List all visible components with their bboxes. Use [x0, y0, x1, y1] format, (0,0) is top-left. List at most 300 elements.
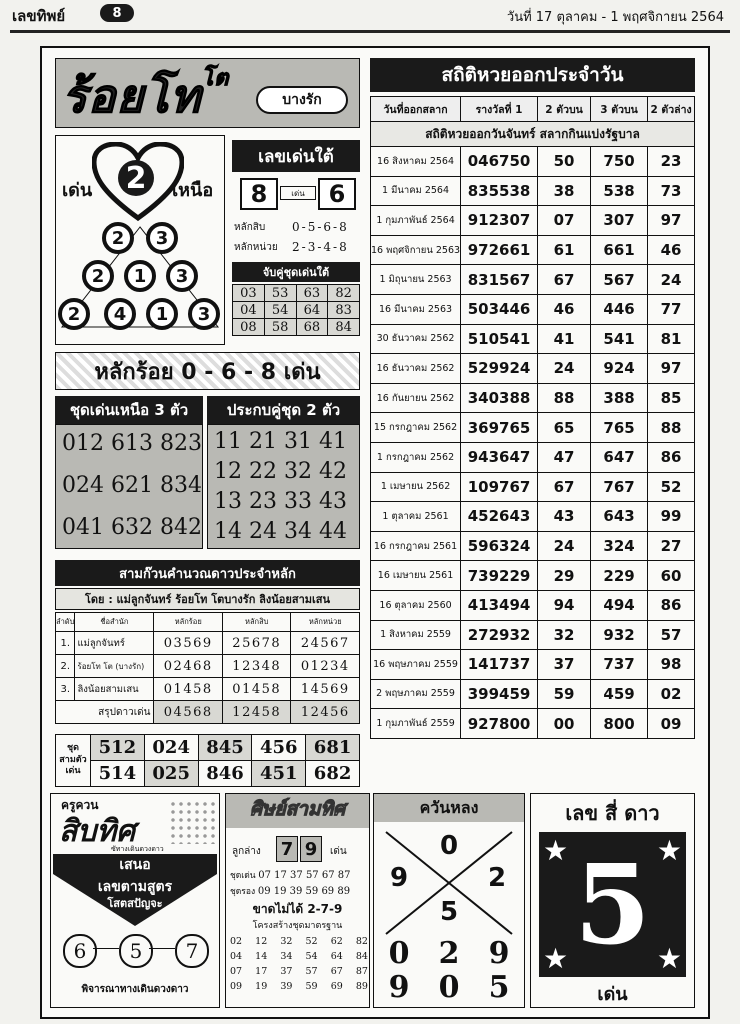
two-top: 67: [538, 472, 591, 502]
pair-cell: 04: [233, 302, 265, 319]
first-prize: 109767: [461, 472, 538, 502]
two-bottom: 77: [648, 294, 695, 324]
sets-label-line: สามตัว: [59, 754, 87, 765]
stats-row: [371, 294, 695, 324]
calc-row: [56, 678, 360, 701]
box2-grid-cell: 54: [305, 951, 318, 962]
first-prize: 399459: [461, 679, 538, 709]
magazine-name: เลขทิพย์: [12, 7, 66, 25]
star-icon: ★: [543, 834, 569, 867]
stats-header: 2 ตัวล่าง: [648, 97, 695, 122]
set3-num: 842: [160, 515, 202, 540]
calc-table: [55, 612, 360, 724]
three-top: 567: [591, 265, 648, 295]
stats-row: [371, 502, 695, 532]
box1-num: 7: [175, 934, 209, 968]
set3-num: 024: [62, 473, 104, 498]
stats-title: สถิติหวยออกประจำวัน: [370, 58, 695, 92]
stats-row: [371, 235, 695, 265]
set3-row: [62, 431, 202, 456]
first-prize: 912307: [461, 206, 538, 236]
calc-row: [56, 655, 360, 678]
lek-den-b: 6: [318, 178, 356, 210]
lek-den-units-row: [234, 240, 360, 255]
box2-grid-cell: 04: [230, 951, 243, 962]
set3-num: 613: [111, 431, 153, 456]
box-kwanlong: [373, 793, 525, 1008]
pair-cell: 08: [233, 319, 265, 336]
set-num: 025: [144, 761, 198, 787]
calc-header: หลักร้อย: [154, 613, 223, 632]
first-prize: 272932: [461, 620, 538, 650]
draw-date: 1 กรกฎาคม 2562: [371, 442, 461, 472]
set-num: 845: [198, 735, 252, 761]
stats-row: [371, 531, 695, 561]
set3-row: [62, 473, 202, 498]
box2-grid-cell: 32: [280, 936, 293, 947]
set2-row: [214, 519, 347, 544]
set3-title: ชุดเด่นเหนือ 3 ตัว: [55, 396, 203, 424]
first-prize: 413494: [461, 590, 538, 620]
stats-row: [371, 620, 695, 650]
calc-digits: 01234: [291, 655, 360, 678]
first-prize: 529924: [461, 354, 538, 384]
lek-den-mid: เด่น: [280, 186, 316, 200]
first-prize: 046750: [461, 147, 538, 177]
set-num: 681: [306, 735, 360, 761]
pair-cell: 03: [233, 285, 265, 302]
two-bottom: 60: [648, 561, 695, 591]
hundreds-banner: หลักร้อย 0 - 6 - 8 เด่น: [55, 352, 360, 390]
set3-num: 823: [160, 431, 202, 456]
units-label: หลักหน่วย: [234, 242, 278, 253]
calc-digits: 01458: [154, 678, 223, 701]
set2-num: 31: [284, 429, 312, 454]
ball: 3: [146, 222, 178, 254]
calc-summary-digits: 12458: [222, 701, 291, 724]
set2-num: 22: [249, 459, 277, 484]
stats-row: [371, 413, 695, 443]
set2-num: 12: [214, 459, 242, 484]
calc-index: 1.: [56, 632, 75, 655]
two-top: 65: [538, 413, 591, 443]
two-top: 29: [538, 561, 591, 591]
box2-grid-cell: 87: [355, 966, 368, 977]
box3-left: 9: [389, 863, 409, 893]
box3-digit: 0: [388, 936, 410, 971]
box1-num: 5: [119, 934, 153, 968]
ball: 2: [102, 222, 134, 254]
two-bottom: 86: [648, 442, 695, 472]
two-top: 07: [538, 206, 591, 236]
calc-school: ร้อยโท โต (บางรัก): [75, 655, 154, 678]
set2-num: 23: [249, 489, 277, 514]
two-top: 67: [538, 265, 591, 295]
pair-cell: 84: [328, 319, 360, 336]
stats-header: 3 ตัวบน: [591, 97, 648, 122]
first-prize: 835538: [461, 176, 538, 206]
connector: [149, 948, 175, 949]
three-top: 388: [591, 383, 648, 413]
stats-row: [371, 324, 695, 354]
three-top: 229: [591, 561, 648, 591]
set2-num: 14: [214, 519, 242, 544]
calc-row: [56, 632, 360, 655]
first-prize: 503446: [461, 294, 538, 324]
ball: 2: [82, 260, 114, 292]
three-top: 494: [591, 590, 648, 620]
box2-grid-cell: 64: [330, 951, 343, 962]
draw-date: 16 สิงหาคม 2564: [371, 147, 461, 177]
pair-cell: 58: [264, 319, 296, 336]
draw-date: 1 มีนาคม 2564: [371, 176, 461, 206]
draw-date: 16 มีนาคม 2563: [371, 294, 461, 324]
stats-header: 2 ตัวบน: [538, 97, 591, 122]
box1-sub: ซัทางเดินดวงดาว: [111, 845, 164, 853]
box2-grid-cell: 57: [305, 966, 318, 977]
three-top: 661: [591, 235, 648, 265]
box3-right: 2: [487, 863, 507, 893]
two-bottom: 46: [648, 235, 695, 265]
two-top: 43: [538, 502, 591, 532]
first-prize: 831567: [461, 265, 538, 295]
box2-grid-row: [230, 979, 368, 994]
box1-top: ครูควน: [61, 798, 99, 812]
box-sisam: [225, 793, 370, 1008]
box2-grid-cell: 07: [230, 966, 243, 977]
two-top: 88: [538, 383, 591, 413]
calc-header: หลักหน่วย: [291, 613, 360, 632]
draw-date: 2 พฤษภาคม 2559: [371, 679, 461, 709]
draw-date: 1 มิถุนายน 2563: [371, 265, 461, 295]
box1-brand: สิบทิศ: [59, 814, 136, 849]
box2-grid-cell: 02: [230, 936, 243, 947]
box3-bottom: 5: [439, 897, 459, 927]
calc-school: ลิงน้อยสามเสน: [75, 678, 154, 701]
two-top: 59: [538, 679, 591, 709]
stats-row: [371, 590, 695, 620]
issue-date: วันที่ 17 ตุลาคม - 1 พฤศจิกายน 2564: [506, 10, 724, 25]
box1-foot: พิจารณาทางเดินดวงดาว: [81, 984, 189, 995]
two-bottom: 23: [648, 147, 695, 177]
units-value: 2-3-4-8: [292, 240, 349, 254]
three-top: 647: [591, 442, 648, 472]
box1-line2: เลขตามสูตร: [97, 879, 173, 895]
box2-grid-row: [230, 964, 368, 979]
box2-grid-cell: 67: [330, 966, 343, 977]
pair-grid: [232, 284, 360, 336]
box2-grid-cell: 59: [305, 981, 318, 992]
set2-num: 11: [214, 429, 242, 454]
lek-den-a: 8: [240, 178, 278, 210]
box2-grid-cell: 12: [255, 936, 268, 947]
three-top: 737: [591, 650, 648, 680]
box3-digit: 2: [438, 936, 460, 971]
two-top: 00: [538, 709, 591, 739]
set3-num: 041: [62, 515, 104, 540]
two-top: 24: [538, 354, 591, 384]
heart-left-label: เด่น: [62, 180, 93, 201]
two-top: 32: [538, 620, 591, 650]
stats-row: [371, 709, 695, 739]
two-bottom: 81: [648, 324, 695, 354]
stats-body: [371, 147, 695, 739]
stats-row: [371, 442, 695, 472]
two-bottom: 09: [648, 709, 695, 739]
two-top: 61: [538, 235, 591, 265]
box3-digit: 9: [488, 936, 510, 971]
box1-num: 6: [63, 934, 97, 968]
three-top: 307: [591, 206, 648, 236]
three-top: 932: [591, 620, 648, 650]
calc-digits: 03569: [154, 632, 223, 655]
calc-summary-digits: 04568: [154, 701, 223, 724]
stats-header: วันที่ออกสลาก: [371, 97, 461, 122]
set2-row: [214, 459, 347, 484]
calc-header: ลำดับ: [56, 613, 75, 632]
set3-row: [62, 515, 202, 540]
box2-l1-value: 07 17 37 57 67 87: [258, 870, 351, 881]
box2-low: 7: [276, 836, 298, 862]
three-top: 324: [591, 531, 648, 561]
pair-cell: 68: [296, 319, 328, 336]
pair-cell: 83: [328, 302, 360, 319]
box2-grid-cell: 19: [255, 981, 268, 992]
two-bottom: 88: [648, 413, 695, 443]
box2-grid: [230, 934, 368, 994]
box-four-stars: [530, 793, 695, 1008]
two-bottom: 52: [648, 472, 695, 502]
set-num: 512: [91, 735, 145, 761]
two-top: 41: [538, 324, 591, 354]
box4-foot: เด่น: [597, 983, 628, 1005]
set2-num: 13: [214, 489, 242, 514]
two-top: 24: [538, 531, 591, 561]
set3-num: 834: [160, 473, 202, 498]
first-prize: 739229: [461, 561, 538, 591]
star-icon: ★: [543, 942, 569, 975]
set2-row: [214, 429, 347, 454]
logo-sup: โต: [201, 66, 230, 91]
stars-decoration-icon: [169, 800, 215, 844]
two-bottom: 86: [648, 590, 695, 620]
stats-row: [371, 561, 695, 591]
calc-header: หลักสิบ: [222, 613, 291, 632]
draw-date: 1 สิงหาคม 2559: [371, 620, 461, 650]
two-top: 94: [538, 590, 591, 620]
box2-grid-row: [230, 934, 368, 949]
first-prize: 141737: [461, 650, 538, 680]
logo-pill: บางรัก: [256, 86, 348, 114]
sets-label-line: เด่น: [65, 766, 81, 777]
two-bottom: 97: [648, 206, 695, 236]
ball: 3: [188, 298, 220, 330]
box2-l1: [230, 868, 350, 882]
set3-panel: [55, 424, 203, 549]
stats-row: [371, 650, 695, 680]
box2-grid-cell: 09: [230, 981, 243, 992]
box2-grid-cell: 17: [255, 966, 268, 977]
box2-grid-cell: 69: [330, 981, 343, 992]
draw-date: 16 กันยายน 2562: [371, 383, 461, 413]
set2-title: ประกบคู่ชุด 2 ตัว: [207, 396, 360, 424]
calc-by: โดย : แม่ลูกจันทร์ ร้อยโท โตบางรัก ลิงน้อยสามเสน: [55, 588, 360, 610]
pair-cell: 53: [264, 285, 296, 302]
stats-row: [371, 383, 695, 413]
box3-row2: [374, 970, 524, 1005]
three-top: 541: [591, 324, 648, 354]
sets-label: [56, 735, 91, 787]
logo-title: [62, 60, 229, 133]
set-num: 682: [306, 761, 360, 787]
set2-num: 42: [319, 459, 347, 484]
stats-row: [371, 147, 695, 177]
stats-subtitle: สถิติหวยออกวันจันทร์ สลากกินแบ่งรัฐบาล: [371, 122, 695, 147]
tens-value: 0-5-6-8: [292, 220, 349, 234]
box3-title: ควันหลง: [374, 794, 524, 822]
ball: 1: [124, 260, 156, 292]
stats-row: [371, 206, 695, 236]
first-prize: 340388: [461, 383, 538, 413]
box2-low-label: ลูกล่าง: [232, 846, 261, 857]
two-bottom: 57: [648, 620, 695, 650]
set-num: 024: [144, 735, 198, 761]
ball: 3: [166, 260, 198, 292]
three-top: 765: [591, 413, 648, 443]
draw-date: 1 ตุลาคม 2561: [371, 502, 461, 532]
box4-number: 5: [574, 840, 651, 969]
draw-date: 15 กรกฎาคม 2562: [371, 413, 461, 443]
pair-cell: 64: [296, 302, 328, 319]
two-bottom: 85: [648, 383, 695, 413]
box3-top: 0: [439, 831, 459, 861]
box2-l2-label: ชุดรอง: [230, 887, 256, 897]
heart-right-label: เหนือ: [172, 180, 214, 201]
three-top: 538: [591, 176, 648, 206]
box3-digit: 5: [488, 970, 510, 1005]
calc-header: ชื่อสำนัก: [75, 613, 154, 632]
pair-cell: 54: [264, 302, 296, 319]
set3-num: 632: [111, 515, 153, 540]
three-top: 446: [591, 294, 648, 324]
set2-num: 44: [319, 519, 347, 544]
box3-digit: 9: [388, 970, 410, 1005]
set2-num: 34: [284, 519, 312, 544]
pair-cell: 63: [296, 285, 328, 302]
calc-digits: 24567: [291, 632, 360, 655]
two-bottom: 99: [648, 502, 695, 532]
stats-row: [371, 472, 695, 502]
first-prize: 927800: [461, 709, 538, 739]
calc-digits: 01458: [222, 678, 291, 701]
calc-digits: 12348: [222, 655, 291, 678]
set-num: 514: [91, 761, 145, 787]
two-bottom: 98: [648, 650, 695, 680]
calc-title: สามก๊วนคำนวณดาวประจำหลัก: [55, 560, 360, 586]
two-top: 37: [538, 650, 591, 680]
pair-cell: 82: [328, 285, 360, 302]
three-top: 800: [591, 709, 648, 739]
three-top: 643: [591, 502, 648, 532]
set2-num: 33: [284, 489, 312, 514]
box2-grid-cell: 89: [355, 981, 368, 992]
stats-row: [371, 176, 695, 206]
draw-date: 16 พฤศจิกายน 2563: [371, 235, 461, 265]
box2-low: 9: [300, 836, 322, 862]
set-num: 456: [252, 735, 306, 761]
box2-grid-cell: 37: [280, 966, 293, 977]
box2-struct: โครงสร้างชุดมาตรฐาน: [252, 921, 343, 931]
three-top: 459: [591, 679, 648, 709]
page-number: 8: [100, 4, 134, 22]
three-top: 924: [591, 354, 648, 384]
calc-digits: 02468: [154, 655, 223, 678]
box-sibthit: [50, 793, 220, 1008]
box2-l2: [230, 884, 350, 898]
draw-date: 16 พฤษภาคม 2559: [371, 650, 461, 680]
two-top: 47: [538, 442, 591, 472]
box3-row1: [374, 936, 524, 971]
box4-panel: [539, 832, 686, 977]
three-top: 767: [591, 472, 648, 502]
box2-l1-label: ชุดเด่น: [230, 871, 256, 881]
two-bottom: 24: [648, 265, 695, 295]
ball: 4: [104, 298, 136, 330]
first-prize: 596324: [461, 531, 538, 561]
box2-grid-cell: 39: [280, 981, 293, 992]
box2-low-suffix: เด่น: [330, 846, 347, 857]
draw-date: 1 กุมภาพันธ์ 2559: [371, 709, 461, 739]
draw-date: 1 เมษายน 2562: [371, 472, 461, 502]
set-num: 451: [252, 761, 306, 787]
two-bottom: 27: [648, 531, 695, 561]
set-num: 846: [198, 761, 252, 787]
two-top: 46: [538, 294, 591, 324]
calc-index: 3.: [56, 678, 75, 701]
stats-row: [371, 679, 695, 709]
first-prize: 452643: [461, 502, 538, 532]
stats-row: [371, 354, 695, 384]
draw-date: 30 ธันวาคม 2562: [371, 324, 461, 354]
three-digit-sets: [55, 734, 360, 787]
star-icon: ★: [656, 942, 682, 975]
pair-title: จับคู่ชุดเด่นใต้: [232, 262, 360, 282]
draw-date: 16 เมษายน 2561: [371, 561, 461, 591]
calc-summary-digits: 12456: [291, 701, 360, 724]
set2-num: 41: [319, 429, 347, 454]
set3-num: 012: [62, 431, 104, 456]
two-bottom: 73: [648, 176, 695, 206]
box2-grid-cell: 84: [355, 951, 368, 962]
box4-title: เลข สี่ ดาว: [565, 801, 660, 825]
draw-date: 16 ธันวาคม 2562: [371, 354, 461, 384]
box1-line3: โสตสปัญจะ: [107, 897, 163, 910]
set3-num: 621: [111, 473, 153, 498]
stats-row: [371, 265, 695, 295]
star-icon: ★: [656, 834, 682, 867]
calc-school: แม่ลูกจันทร์: [75, 632, 154, 655]
heart-number: 2: [118, 160, 154, 196]
box2-l2-value: 09 19 39 59 69 89: [257, 886, 351, 897]
two-bottom: 97: [648, 354, 695, 384]
set2-num: 24: [249, 519, 277, 544]
box2-grid-cell: 14: [255, 951, 268, 962]
two-bottom: 02: [648, 679, 695, 709]
box2-grid-cell: 62: [330, 936, 343, 947]
lek-den-tens-row: [234, 220, 360, 235]
draw-date: 16 กรกฎาคม 2561: [371, 531, 461, 561]
calc-summary-row: [56, 701, 360, 724]
